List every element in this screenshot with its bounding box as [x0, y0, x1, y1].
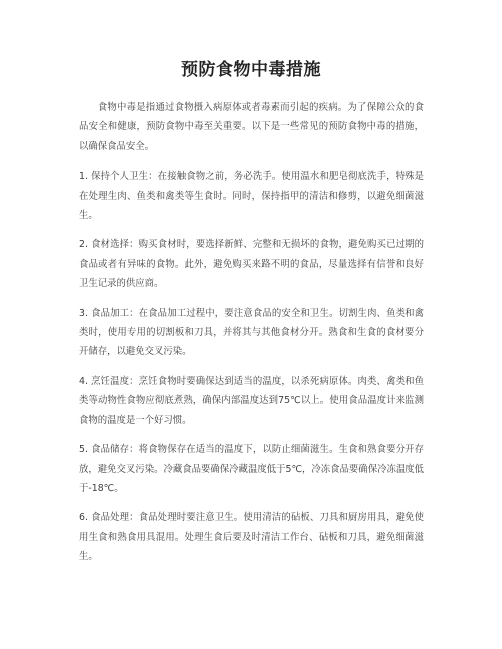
- document-title: 预防食物中毒措施: [181, 60, 321, 80]
- measure-paragraph-food-handling: 6. 食品处理：食品处理时要注意卫生。使用清洁的砧板、刀具和厨房用具，避免使用生食和熟食用具混用。处理生食后要及时清洁工作台、砧板和刀具，避免细菌滋生。: [79, 512, 424, 563]
- document-body: [79, 98, 424, 577]
- measure-paragraph-food-processing: 3. 食品加工：在食品加工过程中，要注意食品的安全和卫生。切割生肉、鱼类和禽类时，使用专用的切割板和刀具，并将其与其他食材分开。熟食和生食的食材要分开储存，以避免交叉污染。: [79, 307, 424, 358]
- measure-paragraph-cooking-temperature: 4. 烹饪温度：烹饪食物时要确保达到适当的温度，以杀死病原体。肉类、禽类和鱼类等动物性食物应彻底煮熟，确保内部温度达到75℃以上。使用食品温度计来监测食物的温度是一个好习惯。: [79, 375, 424, 426]
- measure-paragraph-ingredient-selection: 2. 食材选择：购买食材时，要选择新鲜、完整和无损坏的食物，避免购买已过期的食品或者有异味的食物。此外，避免购买来路不明的食品，尽量选择有信誉和良好卫生记录的供应商。: [79, 239, 424, 290]
- measure-paragraph-personal-hygiene: 1. 保持个人卫生：在接触食物之前，务必洗手。使用温水和肥皂彻底洗手，特殊是在处理生肉、鱼类和禽类等生食时。同时，保持指甲的清洁和修剪，以避免细菌滋生。: [79, 171, 424, 222]
- intro-paragraph: 食物中毒是指通过食物摄入病原体或者毒素而引起的疾病。为了保障公众的食品安全和健康，预防食物中毒至关重要。以下是一些常见的预防食物中毒的措施，以确保食品安全。: [79, 102, 424, 152]
- measure-paragraph-food-storage: 5. 食品储存：将食物保存在适当的温度下，以防止细菌滋生。生食和熟食要分开存放，避免交叉污染。冷藏食品要确保冷藏温度低于5℃，冷冻食品要确保冷冻温度低于-18℃。: [79, 444, 424, 494]
